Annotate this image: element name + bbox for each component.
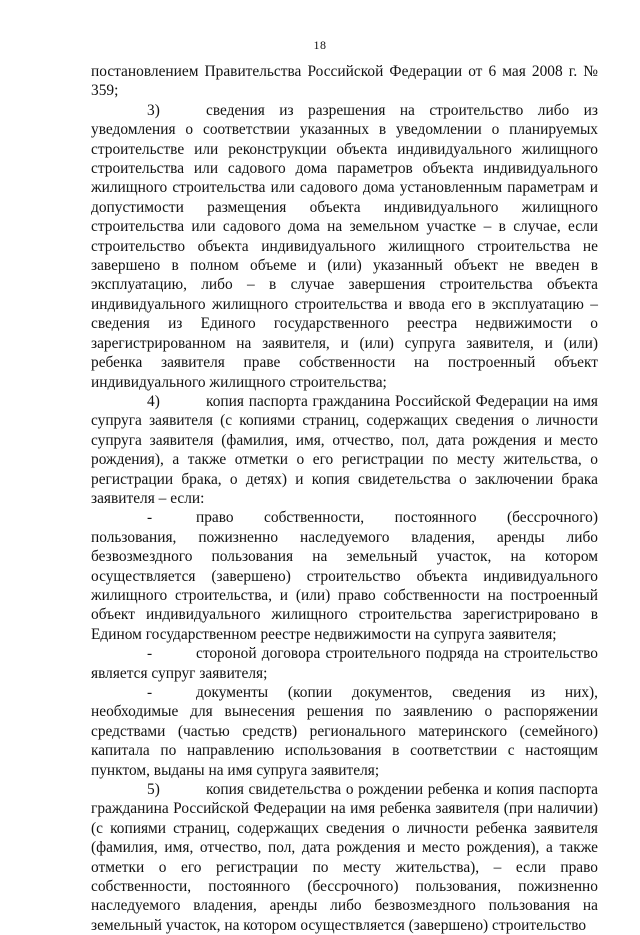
list-item bbox=[91, 644, 598, 683]
list-item-text: копия свидетельства о рождении ребенка и копия паспорта гражданина Российской Федерации на имя ребенка заявителя (при наличии) (с копиями страниц, содержащих сведения о личности ребенка заявителя (фамилия, имя, отчество, пол, дата рождения и место рождения), а также отметки о его регистрации по месту жительства), – если право собственности, постоянного (бессрочного) пользования, пожизненно наследуемого владения, аренды либо безвозмездного пользования на земельный участок, на котором осуществляется (завершено) строительство bbox=[91, 781, 598, 934]
list-number: 3) bbox=[147, 101, 160, 119]
list-item-text: стороной договора строительного подряда на строительство является супруг заявителя; bbox=[91, 645, 598, 682]
list-item-text: документы (копии документов, сведения из них), необходимые для вынесения решения по заявлению о распоряжении средствами (частью средств) регионального материнского (семейного) капитала по направлению использования в соответствии с настоящим пунктом, выданы на имя супруга заявителя; bbox=[91, 684, 598, 779]
list-item bbox=[91, 780, 598, 935]
list-item bbox=[91, 508, 598, 644]
list-dash: - bbox=[147, 684, 153, 701]
list-number: 4) bbox=[147, 392, 160, 410]
list-dash: - bbox=[147, 509, 153, 527]
list-item-text: копия паспорта гражданина Российской Федерации на имя супруга заявителя (с копиями страниц, содержащих сведения о личности супруга заявителя (фамилия, имя, отчество, пол, дата рождения и место рождения), а также отметки о его регистрации по месту жительства, о регистрации брака, о детях) и копия свидетельства о заключении брака заявителя – если: bbox=[91, 392, 598, 507]
list-item bbox=[91, 392, 598, 508]
list-item bbox=[91, 683, 598, 780]
list-number: 5) bbox=[147, 781, 160, 799]
page-number: 18 bbox=[313, 38, 327, 52]
list-item bbox=[91, 101, 598, 392]
list-item-text: право собственности, постоянного (бессрочного) пользования, пожизненно наследуемого владения, аренды либо безвозмездного пользования на земельный участок, на котором осуществляется (завершено) строительство объекта индивидуального жилищного строительства, и (или) право собственности на построенный объект индивидуального жилищного строительства зарегистрировано в Едином государственном реестре недвижимости на супруга заявителя; bbox=[91, 509, 598, 643]
paragraph-text: постановлением Правительства Российской Федерации от 6 мая 2008 г. № 359; bbox=[91, 63, 598, 100]
list-item-text: сведения из разрешения на строительство либо из уведомления о соответствии указанных в уведомлении о планируемых строительстве или реконструкции объекта индивидуального жилищного строительства или садового дома параметров объекта индивидуального жилищного строительства или садового дома установленным параметрам и допустимости размещения объекта индивидуального жилищного строительства или садового дома на земельном участке – в случае, если строительство объекта индивидуального жилищного строительства не завершено в полном объеме и (или) указанный объект не введен в эксплуатацию, либо – в случае завершения строительства объекта индивидуального жилищного строительства и ввода его в эксплуатацию – сведения из Единого государственного реестра недвижимости о зарегистрированном на заявителя, и (или) супруга заявителя, и (или) ребенка заявителя праве собственности на построенный объект индивидуального жилищного строительства; bbox=[91, 101, 598, 391]
document-body bbox=[91, 62, 598, 935]
list-dash: - bbox=[147, 645, 153, 663]
paragraph bbox=[91, 62, 598, 101]
